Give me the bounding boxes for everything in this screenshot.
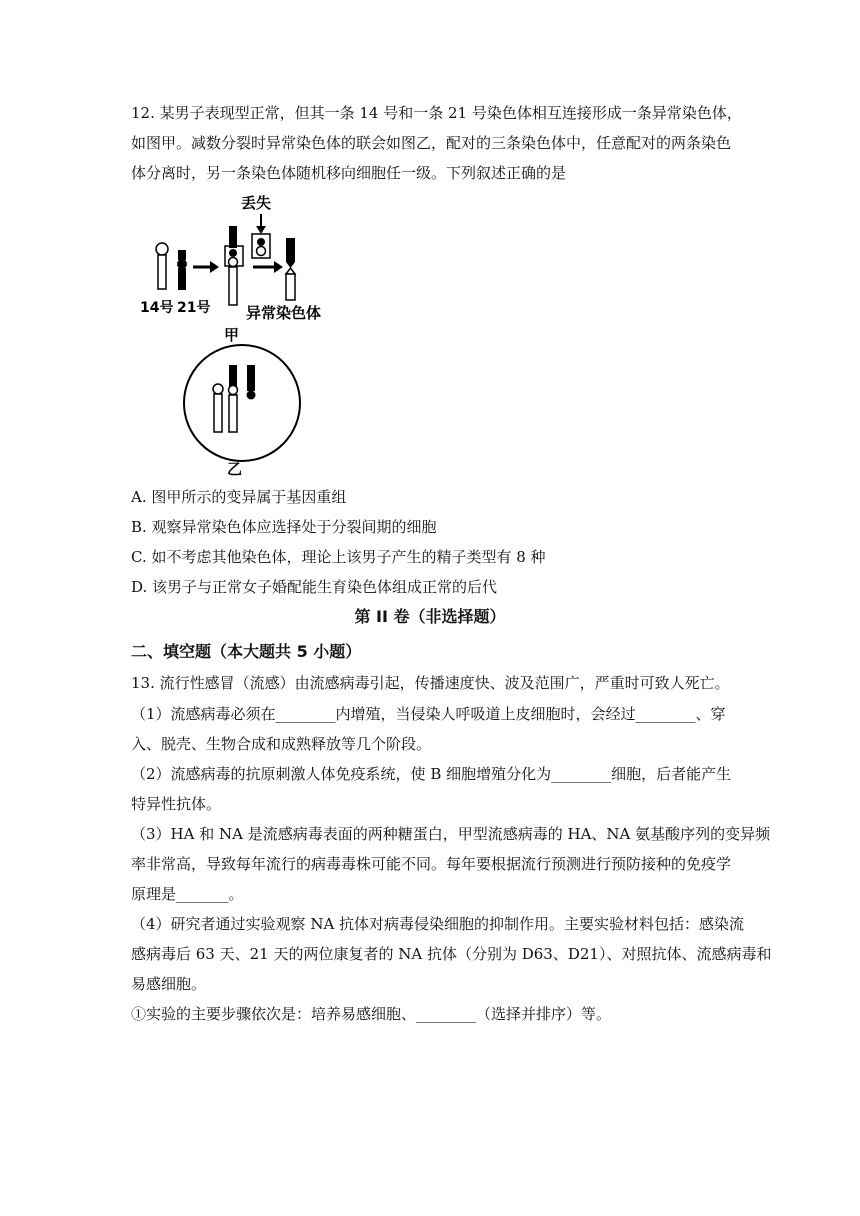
arrow-down-head — [256, 226, 266, 234]
label-21: 21号 — [177, 300, 211, 316]
q12-option-c: C. 如不考虑其他染色体，理论上该男子产生的精子类型有 8 种 — [131, 548, 546, 566]
cell-yi — [184, 345, 300, 461]
q13-line-3: 入、脱壳、生物合成和成熟释放等几个阶段。 — [131, 735, 432, 753]
q12-option-d: D. 该男子与正常女子婚配能生育染色体组成正常的后代 — [131, 578, 498, 596]
label-abnormal: 异常染色体 — [246, 304, 322, 322]
q13-line-7: 率非常高，导致每年流行的病毒毒株可能不同。每年要根据流行预测进行预防接种的免疫学 — [131, 855, 732, 873]
chromosome-21 — [177, 250, 187, 290]
q13-line-4: （2）流感病毒的抗原刺激人体免疫系统，使 B 细胞增殖分化为________细胞，后者能产生 — [131, 765, 732, 783]
q13-line-1: 13. 流行性感冒（流感）由流感病毒引起，传播速度快、波及范围广，严重时可致人死亡。 — [131, 674, 730, 692]
section-title: 第 II 卷（非选择题） — [354, 607, 506, 626]
q13-line-2: （1）流感病毒必须在________内增殖，当侵染人呼吸道上皮细胞时，会经过________、穿 — [131, 705, 726, 723]
label-jia: 甲 — [224, 326, 240, 344]
abnormal-chromosome — [286, 238, 295, 300]
part-title: 二、填空题（本大题共 5 小题） — [131, 642, 362, 661]
q12-line-1: 12. 某男子表现型正常，但其一条 14 号和一条 21 号染色体相互连接形成一条异常染色体， — [131, 104, 742, 122]
q13-line-11: 易感细胞。 — [131, 975, 207, 993]
q13-line-8: 原理是_______。 — [131, 885, 244, 903]
q12-line-2: 如图甲。减数分裂时异常染色体的联会如图乙，配对的三条染色体中，任意配对的两条染色 — [131, 134, 732, 152]
arrow-1-head — [210, 261, 219, 273]
q12-option-a: A. 图甲所示的变异属于基因重组 — [131, 488, 347, 506]
q13-line-5: 特异性抗体。 — [131, 795, 222, 813]
q13-line-12: ①实验的主要步骤依次是：培养易感细胞、________（选择并排序）等。 — [131, 1005, 612, 1023]
chromosome-14 — [156, 243, 168, 289]
label-14: 14号 — [140, 300, 174, 316]
label-yi: 乙 — [227, 460, 243, 477]
q13-line-9: （4）研究者通过实验观察 NA 抗体对病毒侵染细胞的抑制作用。主要实验材料包括：感染流 — [131, 915, 745, 933]
arrow-2-head — [274, 261, 283, 273]
label-lost: 丢失 — [241, 194, 272, 212]
lost-fragment — [252, 234, 270, 258]
q13-line-10: 感病毒后 63 天、21 天的两位康复者的 NA 抗体（分别为 D63、D21）、对照抗体、流感病毒和 — [131, 945, 772, 963]
chromosome-figure — [135, 192, 355, 477]
q12-option-b: B. 观察异常染色体应选择处于分裂间期的细胞 — [131, 518, 437, 536]
q13-line-6: （3）HA 和 NA 是流感病毒表面的两种糖蛋白，甲型流感病毒的 HA、NA 氨基酸序列的变异频 — [131, 825, 771, 843]
q12-line-3: 体分离时，另一条染色体随机移向细胞任一级。下列叙述正确的是 — [131, 164, 567, 182]
translocation-middle — [225, 226, 243, 305]
